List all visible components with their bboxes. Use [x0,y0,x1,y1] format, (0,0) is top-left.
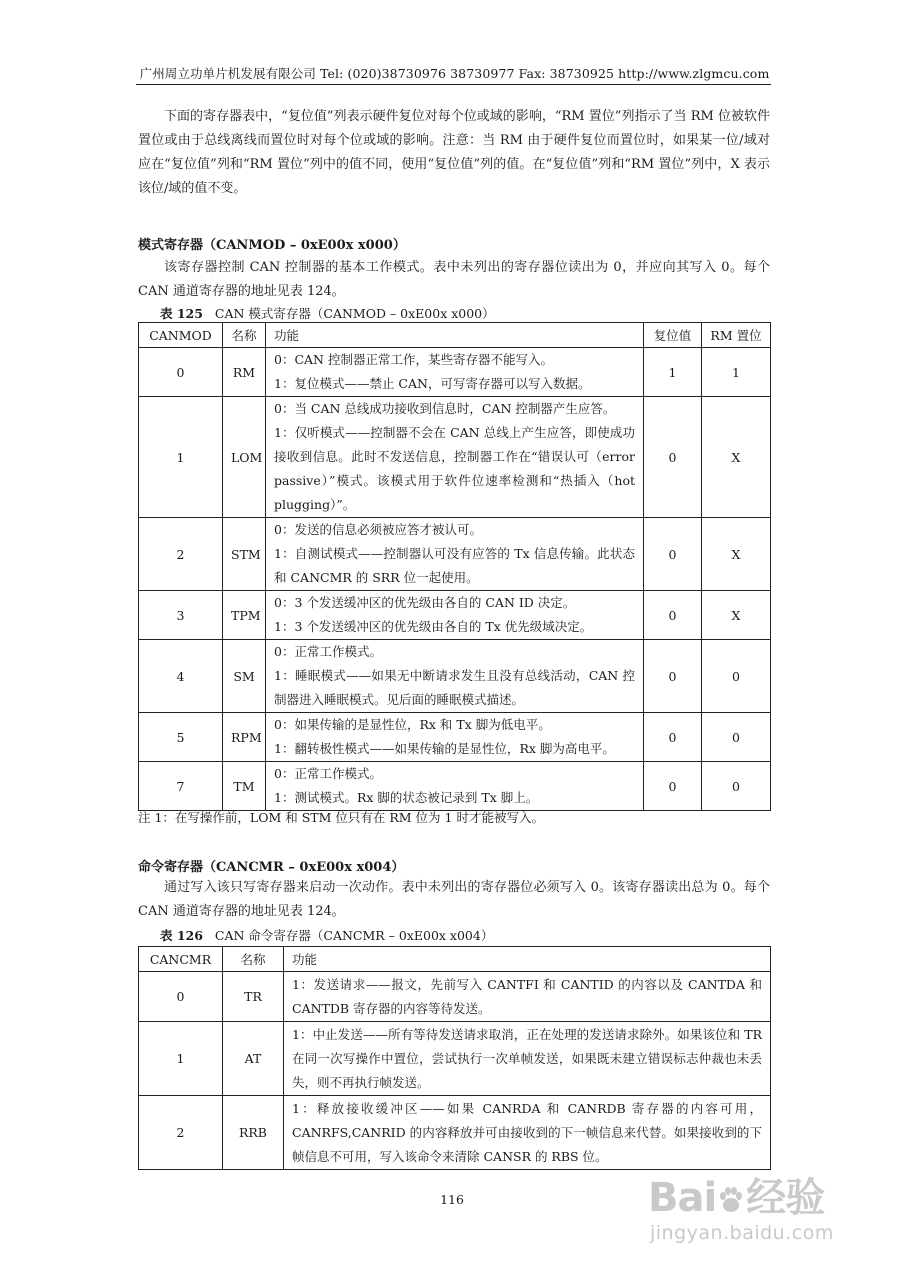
cell-bit: 0 [139,348,223,397]
function-line: 1：测试模式。Rx 脚的状态被记录到 Tx 脚上。 [274,790,539,805]
function-line: 1：睡眠模式——如果无中断请求发生且没有总线活动，CAN 控制器进入睡眠模式。见后面的睡眠模式描述。 [274,668,635,707]
cell-bit: 2 [139,1096,223,1170]
table-row [139,640,771,713]
cell-bit: 5 [139,713,223,762]
function-line: 1：3 个发送缓冲区的优先级由各自的 Tx 优先级域决定。 [274,619,593,634]
intro-paragraph: 下面的寄存器表中，“复位值”列表示硬件复位对每个位或域的影响，“RM 置位”列指示了当 RM 位被软件置位或由于总线离线而置位时对每个位或域的影响。注意：当 RM 由于硬件复位而置位时，如果某一位/域对应在“复位值”列和“RM 置位”列中的值不同，使用“复位值”列的值。在“复位值”列和“RM 置位”列中，X 表示该位/域的值不变。 [138,109,770,196]
cancmr-table [138,946,771,1170]
watermark-url: jingyan.baidu.com [650,1222,834,1244]
cell-name: RM [223,348,266,397]
col-header-reset: 复位值 [644,323,702,348]
table-row [139,518,771,591]
function-line: 0：当 CAN 总线成功接收到信息时，CAN 控制器产生应答。 [274,401,616,416]
function-line: 0：发送的信息必须被应答才被认可。 [274,522,482,537]
cell-name: AT [223,1022,284,1096]
page-number: 116 [440,1192,464,1207]
cell-reset: 0 [644,640,702,713]
cell-reset: 0 [644,762,702,811]
table-row [139,348,771,397]
section-desc-canmod: 该寄存器控制 CAN 控制器的基本工作模式。表中未列出的寄存器位读出为 0，并应向其写入 0。每个 CAN 通道寄存器的地址见表 124。 [138,260,770,299]
table-row [139,1022,771,1096]
function-line: 1：复位模式——禁止 CAN，可写寄存器可以写入数据。 [274,376,591,391]
cell-function [266,397,644,518]
cell-bit: 2 [139,518,223,591]
table-row [139,762,771,811]
col-header-bit: CANCMR [139,947,223,972]
cell-name: RRB [223,1096,284,1170]
cell-rm: 0 [702,640,771,713]
cell-name: TPM [223,591,266,640]
function-line: 0：如果传输的是显性位，Rx 和 Tx 脚为低电平。 [274,717,551,732]
baidu-jingyan-watermark [648,1166,838,1266]
table-note: 注 1：在写操作前，LOM 和 STM 位只有在 RM 位为 1 时才能被写入。 [138,810,544,825]
cell-bit: 0 [139,972,223,1022]
cell-rm: X [702,591,771,640]
cell-bit: 4 [139,640,223,713]
function-line: 0：正常工作模式。 [274,766,382,781]
function-line: 1：仅听模式——控制器不会在 CAN 总线上产生应答，即使成功接收到信息。此时不发送信息，控制器工作在“错误认可（error passive）”模式。该模式用于软件位速率检测和“热插入（hot plugging）”。 [274,425,635,512]
col-header-rm: RM 置位 [702,323,771,348]
paw-icon [716,1185,746,1215]
cell-bit: 7 [139,762,223,811]
cell-rm: X [702,397,771,518]
cell-reset: 0 [644,518,702,591]
section-title-canmod: 模式寄存器（CANMOD – 0xE00x x000） [138,238,406,253]
table-caption-label: 表 126 [160,928,203,943]
section-title-cancmr: 命令寄存器（CANCMR – 0xE00x x004） [138,860,405,875]
table-caption-label: 表 125 [160,306,203,321]
cell-name: LOM [223,397,266,518]
col-header-function: 功能 [266,323,644,348]
cell-function [266,713,644,762]
cell-function [266,591,644,640]
cell-name: RPM [223,713,266,762]
section-desc-cancmr: 通过写入该只写寄存器来启动一次动作。表中未列出的寄存器位必须写入 0。该寄存器读出总为 0。每个 CAN 通道寄存器的地址见表 124。 [138,880,770,919]
table-caption-126 [160,926,493,944]
function-line: 1：翻转极性模式——如果传输的是显性位，Rx 脚为高电平。 [274,741,615,756]
page-header: 广州周立功单片机发展有限公司 Tel: (020)38730976 38730977 Fax: 38730925 http://www.zlgmcu.com [139,66,770,81]
col-header-function: 功能 [284,947,771,972]
cell-reset: 0 [644,713,702,762]
cell-function [266,518,644,591]
col-header-name: 名称 [223,947,284,972]
cell-function [266,640,644,713]
function-line: 0：CAN 控制器正常工作，某些寄存器不能写入。 [274,352,553,367]
function-line: 0：正常工作模式。 [274,644,382,659]
cell-name: SM [223,640,266,713]
table-caption-text: CAN 模式寄存器（CANMOD – 0xE00x x000） [214,306,495,321]
cell-name: TR [223,972,284,1022]
table-header-row [139,947,771,972]
col-header-name: 名称 [223,323,266,348]
cell-function: 1：发送请求——报文，先前写入 CANTFI 和 CANTID 的内容以及 CANTDA 和 CANTDB 寄存器的内容等待发送。 [284,972,771,1022]
cell-bit: 1 [139,397,223,518]
cell-rm: 1 [702,348,771,397]
cell-rm: 0 [702,762,771,811]
watermark-logo: Bai 经验 [648,1175,825,1221]
cell-name: STM [223,518,266,591]
cell-reset: 0 [644,591,702,640]
table-header-row [139,323,771,348]
table-row [139,591,771,640]
canmod-table [138,322,771,811]
cell-rm: 0 [702,713,771,762]
table-row [139,1096,771,1170]
table-row [139,397,771,518]
cell-reset: 1 [644,348,702,397]
function-line: 1：自测试模式——控制器认可没有应答的 Tx 信息传输。此状态和 CANCMR 的 SRR 位一起使用。 [274,546,635,585]
table-caption-text: CAN 命令寄存器（CANCMR – 0xE00x x004） [214,928,494,943]
header-rule [136,84,771,85]
table-caption-125 [160,304,495,322]
function-line: 0：3 个发送缓冲区的优先级由各自的 CAN ID 决定。 [274,595,576,610]
cell-rm: X [702,518,771,591]
cell-bit: 3 [139,591,223,640]
cell-reset: 0 [644,397,702,518]
cell-name: TM [223,762,266,811]
cell-function [266,348,644,397]
cell-function: 1：释放接收缓冲区——如果 CANRDA 和 CANRDB 寄存器的内容可用，CANRFS,CANRID 的内容释放并可由接收到的下一帧信息来代替。如果接收到的下帧信息不可用，写入该命令来清除 CANSR 的 RBS 位。 [284,1096,771,1170]
table-row [139,972,771,1022]
cell-function: 1：中止发送——所有等待发送请求取消，正在处理的发送请求除外。如果该位和 TR 在同一次写操作中置位，尝试执行一次单帧发送，如果既未建立错误标志仲裁也未丢失，则不再执行帧发送。 [284,1022,771,1096]
cell-bit: 1 [139,1022,223,1096]
table-row [139,713,771,762]
cell-function [266,762,644,811]
col-header-bit: CANMOD [139,323,223,348]
